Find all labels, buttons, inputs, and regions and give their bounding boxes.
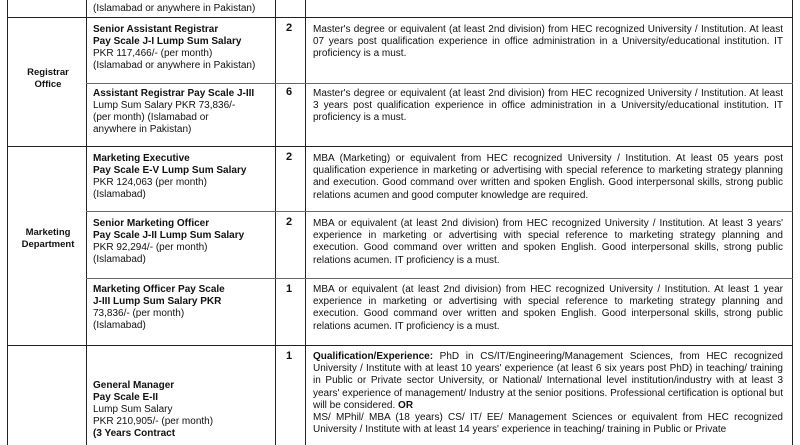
vacancy-count: 2 bbox=[285, 151, 293, 163]
post-text: Lump Sum Salary PKR 73,836/- bbox=[93, 100, 236, 111]
post-cell bbox=[93, 380, 273, 440]
vacancy-count: 1 bbox=[285, 350, 293, 362]
post-text: 73,836/- (per month) bbox=[93, 308, 185, 319]
requirements-text: MBA (Marketing) or equivalent from HEC recognized University / Institution. At least 05 years post qualification experience in marketing or advertising with special reference to marketing strategy planning and execution. Good command over written and spoken English. Good interpersonal skills, strong public relations acumen and good computer knowledge are required. bbox=[313, 153, 783, 201]
post-title: Pay Scale J-II Lump Sum Salary bbox=[93, 230, 245, 241]
post-text: (Islamabad) bbox=[93, 189, 146, 200]
post-text: (3 Years Contract bbox=[93, 428, 176, 439]
post-text: (Islamabad or anywhere in Pakistan) bbox=[93, 3, 256, 14]
post-text: (per month) (Islamabad or bbox=[93, 112, 209, 123]
row-divider bbox=[7, 146, 793, 147]
column-divider bbox=[275, 0, 276, 445]
post-title: J-III Lump Sum Salary PKR bbox=[93, 296, 222, 307]
post-cell bbox=[93, 88, 273, 136]
post-title: General Manager bbox=[93, 380, 175, 391]
post-cell bbox=[93, 218, 273, 266]
post-text: Lump Sum Salary bbox=[93, 404, 173, 415]
vacancy-count: 2 bbox=[285, 22, 293, 34]
post-title: Senior Assistant Registrar bbox=[93, 24, 219, 35]
post-cell bbox=[93, 24, 273, 72]
requirements-text: Master's degree or equivalent (at least 2nd division) from HEC recognized University / Institution. At least 3 years post qualification experience in office administration in a University/educational institution. IT proficiency is a must. bbox=[313, 88, 783, 124]
post-title: Senior Marketing Officer bbox=[93, 218, 210, 229]
row-divider bbox=[7, 345, 793, 346]
post-title: Pay Scale J-I Lump Sum Salary bbox=[93, 36, 242, 47]
row-divider bbox=[86, 278, 793, 279]
post-text: (Islamabad or anywhere in Pakistan) bbox=[93, 60, 256, 71]
requirements-label: Qualification/Experience: bbox=[313, 351, 434, 362]
requirements-text: MBA or equivalent (at least 2nd division) from HEC recognized University / Institution. At least 1 year experience in marketing or advertising with special reference to marketing strategy planning and execution. Good command over written and spoken English. Good interpersonal skills, strong public relations acumen. IT proficiency is a must. bbox=[313, 284, 783, 332]
row-divider bbox=[7, 17, 793, 18]
requirements-cell bbox=[313, 351, 783, 436]
column-divider bbox=[86, 0, 87, 445]
post-text: PKR 117,466/- (per month) bbox=[93, 48, 213, 59]
post-title: Pay Scale E-II bbox=[93, 392, 159, 403]
post-text: PKR 210,905/- (per month) bbox=[93, 416, 214, 427]
post-cell bbox=[93, 3, 273, 15]
post-text: anywhere in Pakistan) bbox=[93, 124, 192, 135]
table-border-right bbox=[792, 0, 793, 445]
vacancy-count: 1 bbox=[285, 283, 293, 295]
row-divider bbox=[86, 211, 793, 212]
post-title: Marketing Officer Pay Scale bbox=[93, 284, 225, 295]
requirements-or: OR bbox=[398, 399, 414, 411]
post-text: PKR 124,063 (per month) bbox=[93, 177, 207, 188]
department-label: Registrar Office bbox=[27, 67, 69, 90]
requirements-text: MS/ MPhil/ MBA (18 years) CS/ IT/ EE/ Management Sciences or equivalent from HEC recognized University / Institute with at least 14 years' experience in teaching/ training in Public or Private bbox=[313, 412, 783, 436]
row-divider bbox=[86, 83, 793, 84]
column-divider bbox=[305, 0, 306, 445]
post-cell bbox=[93, 153, 273, 201]
table-border-left bbox=[7, 0, 8, 445]
vacancy-count: 6 bbox=[285, 86, 293, 98]
post-text: (Islamabad) bbox=[93, 254, 146, 265]
post-title: Marketing Executive bbox=[93, 153, 190, 164]
post-cell bbox=[93, 284, 273, 332]
requirements-text: Master's degree or equivalent (at least 2nd division) from HEC recognized University / Institution. At least 07 years post qualification experience in office administration in a University/educational institution. IT proficiency is a must. bbox=[313, 24, 783, 60]
requirements-text: PhD in CS/IT/Engineering/Management Sciences, from HEC recognized University / Institute with at least 10 years' experience (at least 6 six years post PhD) in teaching/ training in Public or Private sector University, or National/ International level institution/industry with at least 3 years' experience of management/ Industry at the senior positions. Professional certification is optional but will be considered. bbox=[313, 351, 783, 411]
post-title: Pay Scale E-V Lump Sum Salary bbox=[93, 165, 247, 176]
post-title: Assistant Registrar Pay Scale J-III bbox=[93, 88, 255, 99]
requirements-text: MBA or equivalent (at least 2nd division) from HEC recognized University / Institution. At least 3 years' experience in marketing or advertising with special reference to marketing strategy planning and execution. Good command over written and spoken English. Good interpersonal skills, strong public relations acumen. IT proficiency is a must. bbox=[313, 218, 783, 266]
post-text: PKR 92,294/- (per month) bbox=[93, 242, 208, 253]
department-label: Marketing Department bbox=[21, 227, 75, 250]
post-text: (Islamabad) bbox=[93, 320, 146, 331]
vacancy-count: 2 bbox=[285, 216, 293, 228]
